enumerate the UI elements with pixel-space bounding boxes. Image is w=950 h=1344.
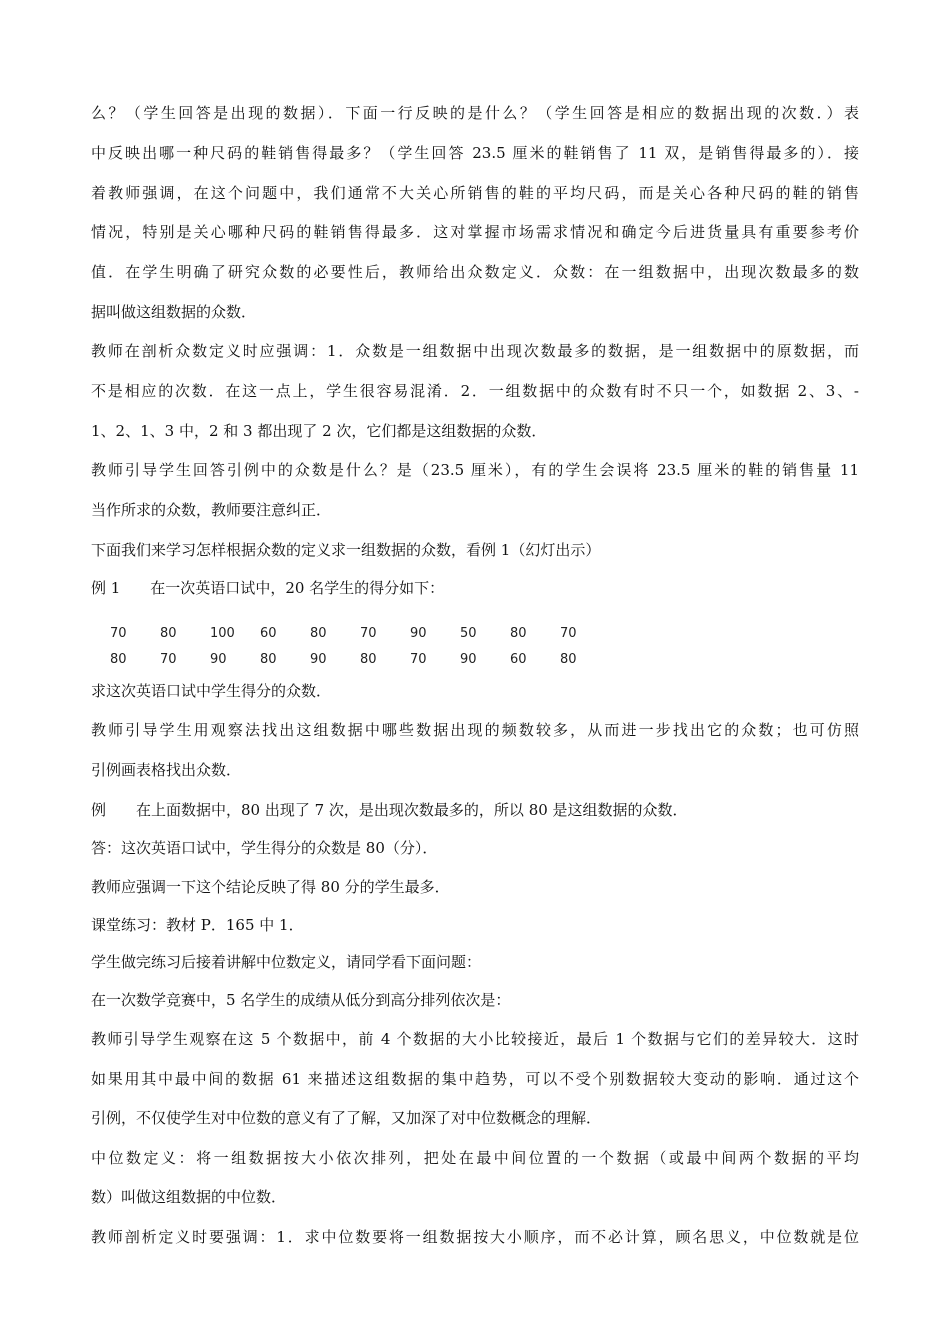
score-cell: 80 xyxy=(160,625,177,641)
paragraph-line: 学生做完练习后接着讲解中位数定义，请同学看下面问题： xyxy=(91,953,482,971)
paragraph-line: 不是相应的次数．在这一点上，学生很容易混淆．2．一组数据中的众数有时不只一个，如数据 2、3、- xyxy=(91,382,859,400)
paragraph-line: 1、2、1、3 中，2 和 3 都出现了 2 次，它们都是这组数据的众数． xyxy=(91,422,547,440)
paragraph-line: 教师在剖析众数定义时应强调：1．众数是一组数据中出现次数最多的数据，是一组数据中的原数据，而 xyxy=(91,342,859,360)
score-cell: 80 xyxy=(260,651,277,667)
score-cell: 60 xyxy=(260,625,277,641)
score-cell: 90 xyxy=(310,651,327,667)
paragraph-line: 么？（学生回答是出现的数据）．下面一行反映的是什么？（学生回答是相应的数据出现的次数．）表 xyxy=(91,104,859,122)
paragraph-line: 例 在上面数据中，80 出现了 7 次，是出现次数最多的，所以 80 是这组数据的众数． xyxy=(91,801,688,819)
paragraph-line: 数）叫做这组数据的中位数． xyxy=(91,1188,287,1206)
paragraph-line: 着教师强调，在这个问题中，我们通常不大关心所销售的鞋的平均尺码，而是关心各种尺码的鞋的销售 xyxy=(91,184,859,202)
score-table xyxy=(110,620,610,672)
score-cell: 90 xyxy=(410,625,427,641)
paragraph-line: 教师引导学生回答引例中的众数是什么？是（23.5 厘米），有的学生会误将 23.5 厘米的鞋的销售量 11 xyxy=(91,461,859,479)
paragraph-line: 据叫做这组数据的众数． xyxy=(91,303,257,321)
score-row xyxy=(110,646,610,672)
paragraph-line: 当作所求的众数，教师要注意纠正． xyxy=(91,501,332,519)
paragraph-line: 值．在学生明确了研究众数的必要性后，教师给出众数定义．众数：在一组数据中，出现次数最多的数 xyxy=(91,263,859,281)
score-row xyxy=(110,620,610,646)
score-cell: 100 xyxy=(210,625,235,641)
paragraph-line: 教师剖析定义时要强调：1．求中位数要将一组数据按大小顺序，而不必计算，顾名思义，中位数就是位 xyxy=(91,1228,859,1246)
score-cell: 90 xyxy=(210,651,227,667)
score-cell: 70 xyxy=(360,625,377,641)
paragraph-line: 引例画表格找出众数． xyxy=(91,761,242,779)
score-cell: 80 xyxy=(360,651,377,667)
paragraph-line: 如果用其中最中间的数据 61 来描述这组数据的集中趋势，可以不受个别数据较大变动的影响．通过这个 xyxy=(91,1070,859,1088)
paragraph-line: 下面我们来学习怎样根据众数的定义求一组数据的众数，看例 1（幻灯出示） xyxy=(91,541,601,559)
paragraph-line: 教师应强调一下这个结论反映了得 80 分的学生最多． xyxy=(91,878,450,896)
paragraph-line: 在一次数学竞赛中，5 名学生的成绩从低分到高分排列依次是： xyxy=(91,991,511,1009)
paragraph-line: 教师引导学生用观察法找出这组数据中哪些数据出现的频数较多，从而进一步找出它的众数；也可仿照 xyxy=(91,721,859,739)
paragraph-line: 教师引导学生观察在这 5 个数据中，前 4 个数据的大小比较接近，最后 1 个数据与它们的差异较大．这时 xyxy=(91,1030,859,1048)
paragraph-line: 中位数定义：将一组数据按大小依次排列，把处在最中间位置的一个数据（或最中间两个数据的平均 xyxy=(91,1149,859,1167)
score-cell: 80 xyxy=(510,625,527,641)
score-cell: 80 xyxy=(560,651,577,667)
score-cell: 70 xyxy=(410,651,427,667)
score-cell: 80 xyxy=(110,651,127,667)
score-cell: 70 xyxy=(560,625,577,641)
score-cell: 80 xyxy=(310,625,327,641)
score-cell: 70 xyxy=(110,625,127,641)
paragraph-line: 答：这次英语口试中，学生得分的众数是 80（分）． xyxy=(91,839,438,857)
score-cell: 90 xyxy=(460,651,477,667)
paragraph-line: 中反映出哪一种尺码的鞋销售得最多？（学生回答 23.5 厘米的鞋销售了 11 双，是销售得最多的）．接 xyxy=(91,144,859,162)
score-cell: 50 xyxy=(460,625,477,641)
paragraph-line: 例 1 在一次英语口试中，20 名学生的得分如下： xyxy=(91,579,445,597)
score-cell: 70 xyxy=(160,651,177,667)
paragraph-line: 求这次英语口试中学生得分的众数． xyxy=(91,682,332,700)
paragraph-line: 引例，不仅使学生对中位数的意义有了了解，又加深了对中位数概念的理解． xyxy=(91,1109,602,1127)
paragraph-line: 课堂练习：教材 P．165 中 1． xyxy=(91,916,304,934)
paragraph-line: 情况，特别是关心哪种尺码的鞋销售得最多．这对掌握市场需求情况和确定今后进货量具有重要参考价 xyxy=(91,223,859,241)
score-cell: 60 xyxy=(510,651,527,667)
